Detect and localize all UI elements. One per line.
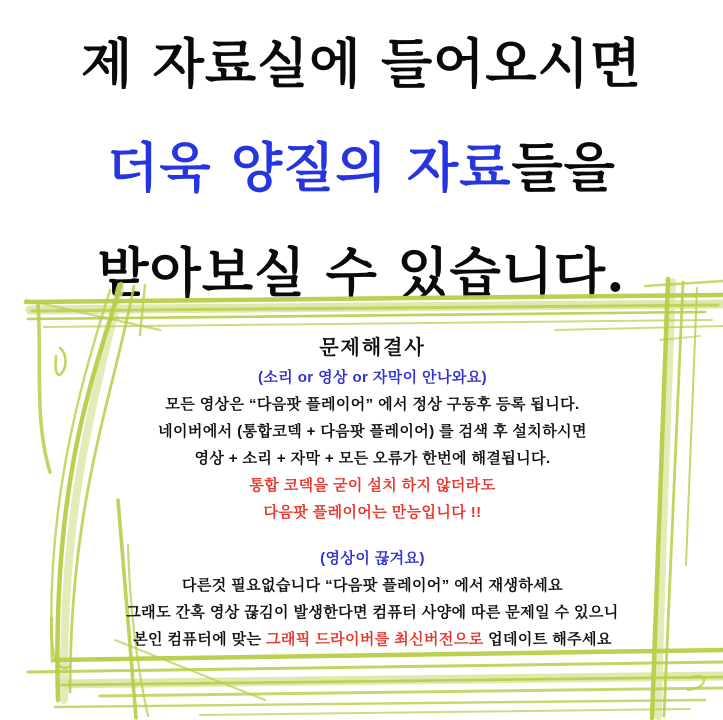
section2-heading: (영상이 끊겨요) (320, 550, 425, 567)
headline-line-2-highlight: 더욱 양질의 자료 (107, 137, 512, 199)
section1-line-3: 영상 + 소리 + 자막 + 모든 오류가 한번에 해결됩니다. (194, 450, 551, 467)
section1-heading: (소리 or 영상 or 자막이 안나와요) (257, 369, 488, 386)
section1-warning-1: 통합 코덱을 굳이 설치 하지 않더라도 (249, 477, 496, 494)
section2-line-1: 다른것 필요없습니다 “다음팟 플레이어” 에서 재생하세요 (181, 577, 564, 594)
section2-line-3-suffix: 업데이트 해주세요 (483, 631, 612, 648)
section1-line-2: 네이버에서 (통합코덱 + 다음팟 플레이어) 를 검색 후 설치하시면 (158, 423, 587, 440)
section-divider-gap (36, 526, 709, 545)
troubleshooting-board (36, 332, 709, 653)
section2-line-2: 그래도 간혹 영상 끊김이 발생한다면 컴퓨터 사양에 따른 문제일 수 있으니 (126, 604, 619, 621)
headline-line-1: 제 자료실에 들어오시면 (81, 33, 642, 95)
board-title: 문제해결사 (319, 337, 426, 359)
headline-line-3: 받아보실 수 있습니다. (97, 242, 626, 304)
headline-line-2-rest: 들을 (511, 137, 616, 199)
section1-warning-2: 다음팟 플레이어는 만능입니다 !! (263, 504, 482, 521)
section1-line-1: 모든 영상은 “다음팟 플레이어” 에서 정상 구동후 등록 됩니다. (165, 396, 580, 413)
headline-line-2 (0, 126, 723, 202)
section2-line-3 (36, 626, 709, 653)
section2-line-3-highlight: 그래픽 드라이버를 최신버전으로 (265, 631, 484, 648)
section2-line-3-prefix: 본인 컴퓨터에 맞는 (133, 631, 266, 648)
